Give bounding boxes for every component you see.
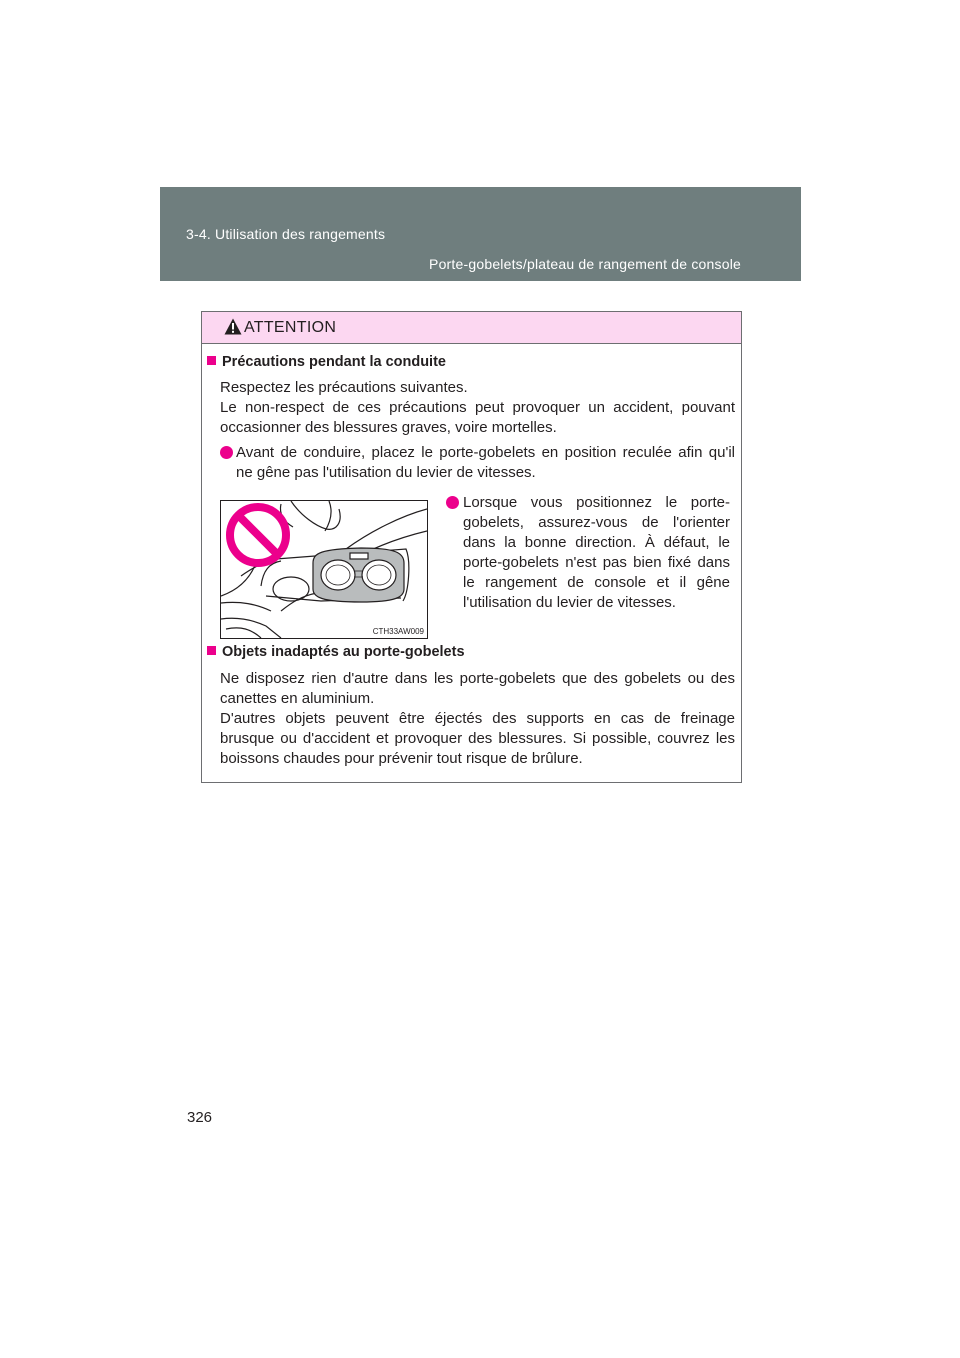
cup-holder-drawing xyxy=(221,501,427,638)
text-line: boissons chaudes pour prévenir tout risque de brûlure. xyxy=(220,750,583,767)
text-line: le rangement de console et il gêne xyxy=(463,574,730,591)
text-line: ne gêne pas l'utilisation du levier de vitesses. xyxy=(236,464,536,481)
intro-paragraph xyxy=(220,378,735,438)
text-line: Le non-respect de ces précautions peut provoquer un accident, pouvant xyxy=(220,399,735,416)
illustration-code: CTH33AW009 xyxy=(372,627,424,636)
section-title: 3-4. Utilisation des rangements xyxy=(186,226,386,242)
cup-holder-illustration xyxy=(220,500,428,639)
text-line: canettes en aluminium. xyxy=(220,690,375,707)
heading-text: Précautions pendant la conduite xyxy=(222,354,446,370)
section-heading-conduite xyxy=(207,354,446,370)
text-line: occasionner des blessures graves, voire mortelles. xyxy=(220,419,557,436)
text-line: dans la bonne direction. À défaut, le xyxy=(463,534,730,551)
text-line: gobelets, assurez-vous de l'orienter xyxy=(463,514,730,531)
text-line: Respectez les précautions suivantes. xyxy=(220,379,468,396)
page-number: 326 xyxy=(187,1109,213,1126)
objects-paragraph xyxy=(220,669,735,769)
bullet-paragraph-1 xyxy=(236,443,735,483)
round-bullet-icon xyxy=(220,446,233,459)
text-line: porte-gobelets n'est pas bien fixé dans xyxy=(463,554,730,571)
warning-label: ATTENTION xyxy=(244,319,337,336)
warning-header xyxy=(202,312,741,344)
bullet-paragraph-2 xyxy=(463,493,730,613)
text-line: D'autres objets peuvent être éjectés des supports en cas de freinage xyxy=(220,710,735,727)
page-header xyxy=(160,187,801,281)
text-line: Ne disposez rien d'autre dans les porte-gobelets que des gobelets ou des xyxy=(220,670,735,687)
square-bullet-icon xyxy=(207,356,216,365)
heading-text: Objets inadaptés au porte-gobelets xyxy=(222,644,465,660)
warning-triangle-icon xyxy=(224,318,242,335)
round-bullet-icon xyxy=(446,496,459,509)
text-line: Avant de conduire, placez le porte-gobelets en position reculée afin qu'il xyxy=(236,444,735,461)
section-heading-objets xyxy=(207,644,465,660)
square-bullet-icon xyxy=(207,646,216,655)
text-line: Lorsque vous positionnez le porte- xyxy=(463,494,730,511)
text-line: brusque ou d'accident et provoquer des blessures. Si possible, couvrez les xyxy=(220,730,735,747)
page-subtitle: Porte-gobelets/plateau de rangement de console xyxy=(429,256,741,272)
text-line: l'utilisation du levier de vitesses. xyxy=(463,594,676,611)
